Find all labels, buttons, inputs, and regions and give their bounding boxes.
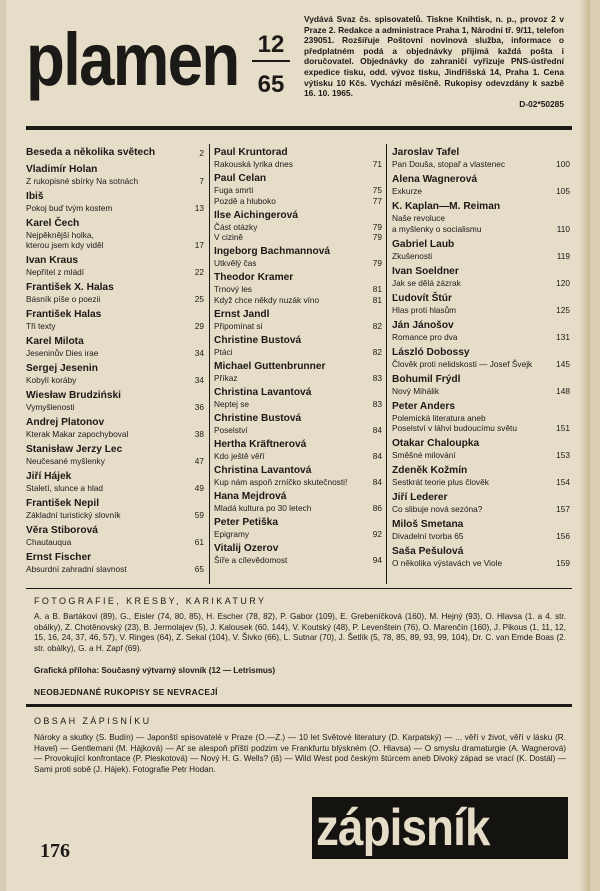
graphic-supplement: Grafická příloha: Současný výtvarný slovník (12 — Letrismus) — [34, 666, 276, 675]
toc-entry — [26, 363, 204, 386]
toc-author: Michael Guttenbrunner — [214, 360, 326, 372]
toc-title: Nový Mihálik — [392, 385, 440, 396]
toc-page-number: 36 — [194, 402, 204, 412]
toc-title: Ptáci — [214, 346, 233, 357]
toc-entry — [214, 387, 382, 410]
toc-page-number: 81 — [372, 284, 382, 294]
toc-title: Naše revoluce — [392, 213, 446, 223]
toc-page-number: 83 — [372, 372, 382, 383]
issue-number: 12 — [252, 32, 290, 62]
toc-author: Stanisław Jerzy Lec — [26, 444, 123, 455]
toc-author: Jiří Lederer — [392, 492, 448, 503]
toc-entry — [392, 201, 570, 234]
toc-title: Když chce někdy nuzák víno — [214, 294, 320, 305]
toc-entry — [26, 552, 204, 575]
toc-title: Směšné milování — [392, 450, 456, 460]
toc-page-number: 75 — [372, 185, 382, 195]
toc-entry — [392, 320, 570, 343]
toc-author: László Dobossy — [392, 346, 470, 358]
toc-page-number: 65 — [194, 564, 204, 574]
toc-entry — [26, 282, 204, 305]
issue-year: 65 — [257, 71, 285, 98]
magazine-page — [6, 0, 590, 891]
toc-page-number: 119 — [556, 250, 570, 261]
photo-credits: A. a B. Bartákovi (89), G., Eisler (74, 80, 85), H. Escher (78, 82), P. Gabor (109), E. Grebeníčková (160), M. Hejný (93), O. Hlavsa (1. a 4. str. obálky), Z. Chotěnovský (23), B. Jermolajev (5), J. Kalousek (60, 144), V. Koutský (48), P. Levenštein (76), O. Marenčín (160), J. Pikous (1, 11, 12, 15, 16, 24, 37, 46, 57), V. Ringes (64), Z. Sekal (104), V. Šivko (66), L. Sutnar (70), J. Šetlík (5, 78, 85, 89, 93, 99, 104), Dr. C. van Emde Boas (2. str. obálky), G. a H. Zapf (69). — [34, 612, 566, 653]
toc-author: Beseda a několika světech — [26, 147, 156, 158]
toc-title: Neučesané myšlenky — [26, 456, 105, 466]
toc-title: O několika výstavách ve Viole — [392, 558, 503, 568]
toc-author: Věra Stiborová — [26, 525, 98, 536]
toc-page-number: 92 — [372, 528, 382, 539]
toc-entry — [214, 543, 382, 566]
toc-author: František X. Halas — [26, 282, 114, 293]
toc-author: Christine Bustová — [214, 334, 302, 346]
toc-title: kterou jsem kdy viděl — [26, 240, 104, 250]
toc-author: Christina Lavantová — [214, 464, 312, 476]
toc-entry — [214, 335, 382, 358]
toc-author: Vitalij Ozerov — [214, 542, 279, 554]
toc-page-number: 83 — [372, 398, 382, 409]
toc-title: a myšlenky o socialismu — [392, 223, 482, 234]
toc-entry — [26, 525, 204, 548]
toc-author: K. Kaplan—M. Reiman — [392, 201, 501, 212]
toc-entry — [26, 218, 204, 251]
toc-title: Tři texty — [26, 321, 56, 331]
section-divider — [26, 588, 572, 589]
toc-title: Neptej se — [214, 398, 250, 409]
toc-title: Kterak Makar zapochyboval — [26, 429, 129, 439]
toc-author: Wiesław Brudziński — [26, 390, 122, 401]
toc-title: Utkvělý čas — [214, 258, 257, 268]
toc-page-number: 157 — [556, 504, 570, 514]
toc-title: Fuga smrti — [214, 185, 254, 195]
toc-title: Vymyšlenosti — [26, 402, 75, 412]
toc-entry — [392, 347, 570, 370]
toc-title: Část otázky — [214, 221, 258, 232]
toc-entry — [26, 309, 204, 332]
toc-author: Jiří Hájek — [26, 471, 72, 482]
toc-page-number: 100 — [556, 159, 570, 169]
toc-entry — [392, 401, 570, 434]
toc-page-number: 13 — [194, 202, 204, 213]
toc-title: Pan Douša, stopař a vlastenec — [392, 159, 505, 169]
toc-author: Zdeněk Kožmín — [392, 465, 468, 476]
toc-author: Gabriel Laub — [392, 238, 455, 250]
toc-title: Příkaz — [214, 372, 238, 383]
toc-page-number: 79 — [372, 221, 382, 232]
toc-title: Poselství — [214, 424, 248, 435]
toc-entry — [214, 272, 382, 305]
toc-page-number: 79 — [372, 258, 382, 268]
toc-title: Hlas proti hlasům — [392, 304, 457, 315]
column-divider — [386, 144, 387, 584]
issue-marker — [252, 32, 290, 98]
toc-page-number: 22 — [194, 267, 204, 277]
toc-page-number: 84 — [372, 476, 382, 487]
toc-entry — [392, 492, 570, 515]
toc-title: Epigramy — [214, 528, 250, 539]
toc-title: Poselství v láhvi budoucímu světu — [392, 423, 517, 433]
toc-entry — [26, 336, 204, 359]
toc-author: Vladimír Holan — [26, 163, 98, 175]
toc-page-number: 148 — [556, 385, 570, 396]
toc-title: Pozdě a hluboko — [214, 195, 276, 206]
imprint — [304, 14, 564, 109]
notebook-contents: Nároky a skutky (S. Budín) — Japonští spisovatelé v Praze (O.—Z.) — 10 let Světové literatury (D. Karpatský) — ... věří v život, věří v lásku (R. Havel) — Gentlemani (M. Hájková) — Ať se alespoň příští podzim ve Frankfurtu blýskném (O. Hlavsa) — O smyslu dramaturgie (A. Wagnerová) — Provokující konfrontace (P. Pleskotová) — Nový H. G. Wells? (iš) — Wild West pod českým štúrcem aneb Divoký západ se vrací (K. Dostál) — Sami proti sobě (J. Hájek). Fotografie Petr Hodan. — [34, 733, 566, 774]
toc-title: Zkušenosti — [392, 250, 433, 261]
toc-title: Polemická literatura aneb — [392, 412, 486, 423]
page-edge — [580, 0, 590, 891]
toc-title: Sestkrát teorie plus člověk — [392, 477, 489, 487]
toc-entry — [392, 465, 570, 488]
section-rule — [26, 704, 572, 707]
toc-title: Trnový les — [214, 284, 252, 294]
toc-author: František Nepil — [26, 498, 100, 509]
toc-author: Miloš Smetana — [392, 519, 464, 530]
toc-entry — [26, 417, 204, 440]
toc-entry — [26, 164, 204, 187]
toc-author: Christina Lavantová — [214, 386, 312, 398]
toc-author: Peter Anders — [392, 400, 456, 412]
toc-page-number: 82 — [372, 346, 382, 357]
toc-title: Básník píše o poezii — [26, 294, 101, 304]
toc-author: Bohumil Frýdl — [392, 373, 461, 385]
toc-entry — [392, 546, 570, 569]
toc-entry — [26, 471, 204, 494]
zapisnik-label: zápisník — [316, 799, 490, 857]
toc-entry — [214, 517, 382, 540]
toc-title: Jeseninův Dies irae — [26, 348, 99, 358]
toc-author: Karel Čech — [26, 217, 80, 229]
toc-page-number: 34 — [194, 348, 204, 358]
toc-entry — [392, 519, 570, 542]
toc-title: Kobylí koráby — [26, 375, 77, 385]
column-divider — [209, 144, 210, 584]
toc-column-1 — [26, 147, 204, 579]
page-number: 176 — [40, 840, 70, 862]
toc-author: Ľudovít Štúr — [392, 292, 452, 304]
toc-author: Theodor Kramer — [214, 272, 294, 283]
toc-title: Kdo ještě věří — [214, 450, 265, 461]
toc-entry — [214, 173, 382, 206]
toc-entry — [214, 439, 382, 462]
toc-page-number: 77 — [372, 195, 382, 206]
toc-page-number: 86 — [372, 502, 382, 513]
toc-author: František Halas — [26, 309, 102, 320]
toc-title: Nejpěknější holka, — [26, 229, 94, 240]
toc-page-number: 29 — [194, 321, 204, 331]
imprint-code: D-02*50285 — [519, 98, 564, 109]
toc-author: Otakar Chaloupka — [392, 438, 480, 449]
toc-author: Ibiš — [26, 190, 44, 202]
no-return-notice: NEOBJEDNANÉ RUKOPISY SE NEVRACEJÍ — [34, 687, 218, 697]
toc-entry — [214, 465, 382, 488]
toc-entry — [214, 361, 382, 384]
toc-page-number: 159 — [556, 558, 570, 568]
toc-author: Saša Pešulová — [392, 546, 464, 557]
toc-page-number: 71 — [372, 159, 382, 169]
toc-title: Rakouská lyrika dnes — [214, 159, 293, 169]
toc-entry — [214, 309, 382, 332]
toc-page-number: 7 — [199, 175, 204, 186]
masthead — [26, 8, 306, 120]
toc-title: Divadelní tvorba 65 — [392, 531, 464, 541]
toc-entry — [392, 239, 570, 262]
toc-entry — [214, 413, 382, 436]
toc-page-number: 153 — [556, 450, 570, 460]
magazine-logo: plamen — [26, 18, 239, 101]
toc-title: Romance pro dva — [392, 331, 458, 342]
toc-entry — [392, 293, 570, 316]
toc-page-number: 94 — [372, 554, 382, 565]
toc-title: Připomínat si — [214, 320, 263, 331]
toc-title: Z rukopisné sbírky Na sotnách — [26, 175, 139, 186]
toc-author: Sergej Jesenin — [26, 363, 98, 374]
toc-entry — [26, 390, 204, 413]
notebook-heading: OBSAH ZÁPISNÍKU — [34, 716, 152, 726]
toc-entry — [392, 374, 570, 397]
toc-entry — [214, 491, 382, 514]
toc-author: Andrej Platonov — [26, 417, 105, 428]
toc-page-number: 61 — [194, 537, 204, 547]
toc-page-number: 34 — [194, 375, 204, 385]
toc-page-number: 38 — [194, 429, 204, 439]
toc-page-number: 25 — [194, 294, 204, 304]
toc-title: Exkurze — [392, 186, 422, 196]
toc-author: Ivan Kraus — [26, 255, 79, 266]
toc-page-number: 151 — [556, 423, 570, 433]
toc-author: Ján Jánošov — [392, 319, 454, 331]
toc-entry — [26, 255, 204, 278]
toc-title: Mladá kultura po 30 letech — [214, 502, 312, 513]
toc-author: Ernst Jandl — [214, 308, 270, 320]
toc-author: Paul Kruntorad — [214, 147, 288, 158]
toc-page-number: 17 — [194, 240, 204, 250]
toc-title: Pokoj buď tvým kostem — [26, 202, 113, 213]
toc-page-number: 120 — [556, 277, 570, 288]
toc-author: Alena Wagnerová — [392, 174, 478, 185]
toc-author: Christine Bustová — [214, 412, 302, 424]
toc-title: Kup nám aspoň zrníčko skutečnosti! — [214, 476, 348, 487]
toc-author: Ivan Soeldner — [392, 265, 459, 277]
toc-page-number: 145 — [556, 358, 570, 369]
toc-entry — [392, 438, 570, 461]
toc-author: Ilse Aichingerová — [214, 209, 298, 221]
toc-entry — [392, 147, 570, 170]
toc-author: Peter Petiška — [214, 516, 278, 528]
imprint-text: Vydává Svaz čs. spisovatelů. Tiskne Knihtisk, n. p., provoz 2 v Praze 2. Redakce a administrace Praha 1, Národní tř. 9/11, telefon 239051. Rozšiřuje Poštovní novinová služba, informace o předplatném podá a objednávky přijímá každá pošta i doručovatel. Objednávky do zahraničí vyřizuje PNS-ústřední expedice tisku, odd. vývoz tisku, Jindřišská 14, Praha 1. Cena výtisku 10 Kčs. Vychází měsíčně. Rukopisy odevzdány k sazbě 16. 10. 1965. — [304, 14, 564, 99]
toc-entry — [26, 498, 204, 521]
toc-title: Nepřítel z mládí — [26, 267, 85, 277]
toc-entry — [26, 191, 204, 214]
toc-page-number: 82 — [372, 320, 382, 331]
toc-entry — [392, 174, 570, 197]
toc-column-2 — [214, 147, 382, 569]
zapisnik-banner — [312, 797, 568, 859]
toc-entry — [26, 147, 204, 159]
toc-page-number: 49 — [194, 483, 204, 493]
toc-page-number: 110 — [556, 223, 570, 234]
toc-entry — [214, 147, 382, 170]
toc-page-number: 47 — [194, 456, 204, 466]
toc-entry — [214, 210, 382, 243]
toc-title: Staletí, slunce a hlad — [26, 483, 104, 493]
toc-author: Jaroslav Tafel — [392, 147, 460, 158]
toc-title: Absurdní zahradní slavnost — [26, 564, 127, 574]
toc-page-number: 156 — [556, 531, 570, 541]
toc-author: Paul Celan — [214, 173, 267, 184]
photos-heading: FOTOGRAFIE, KRESBY, KARIKATURY — [34, 596, 267, 606]
toc-author: Hertha Kräftnerová — [214, 438, 307, 450]
toc-page-number: 154 — [556, 477, 570, 487]
toc-page-number: 79 — [372, 232, 382, 242]
toc-author: Hana Mejdrová — [214, 490, 287, 502]
toc-title: Člověk proti nelidskosti — Josef Švejk — [392, 358, 533, 369]
toc-title: Jak se dělá zázrak — [392, 277, 461, 288]
toc-entry — [214, 246, 382, 269]
toc-entry — [392, 266, 570, 289]
toc-title: Základní turistický slovník — [26, 510, 121, 520]
toc-title: Šíře a cílevědomost — [214, 554, 288, 565]
toc-title: Co slibuje nová sezóna? — [392, 504, 483, 514]
toc-page-number: 131 — [556, 331, 570, 342]
toc-entry — [26, 444, 204, 467]
masthead-rule — [26, 126, 572, 130]
toc-author: Ingeborg Bachmannová — [214, 246, 331, 257]
toc-column-3 — [392, 147, 570, 573]
toc-page-number: 125 — [556, 304, 570, 315]
toc-page-number: 81 — [372, 294, 382, 305]
toc-page-number: 2 — [199, 148, 204, 158]
toc-title: V cizině — [214, 232, 244, 242]
toc-author: Karel Milota — [26, 336, 84, 347]
toc-title: Chautauqua — [26, 537, 72, 547]
toc-author: Ernst Fischer — [26, 552, 92, 563]
toc-page-number: 105 — [556, 186, 570, 196]
toc-page-number: 84 — [372, 450, 382, 461]
toc-page-number: 59 — [194, 510, 204, 520]
toc-page-number: 84 — [372, 424, 382, 435]
